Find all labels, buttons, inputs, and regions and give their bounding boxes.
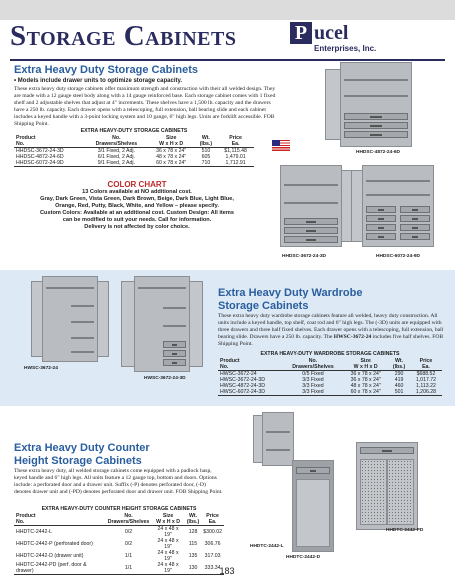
cabinet-drawer	[400, 215, 430, 222]
image-caption: HWSC-3672-24-3D	[144, 376, 186, 381]
table-header: Ea.	[410, 364, 442, 371]
table-cell: 419	[394, 377, 404, 383]
table-cell: HWSC-3672-24	[220, 371, 257, 377]
section2-table	[218, 351, 442, 396]
table-header: Drawers/Shelves	[283, 364, 343, 371]
brand-logo-mark: P	[290, 22, 312, 44]
table-cell: HHDTC-2442-L	[16, 529, 53, 535]
table-cell: HHDSC-3672-24-3D	[16, 148, 64, 154]
table-cell: 3/3 Fixed	[302, 383, 324, 389]
cabinet-image-6d	[340, 62, 412, 147]
section3-heading-line1: Extra Heavy Duty Counter	[14, 442, 150, 454]
cabinet-drawer	[400, 206, 430, 213]
color-chart-line: Delivery is not affected by color choice.	[84, 224, 190, 230]
section3-heading	[14, 442, 224, 468]
section1-table-caption: EXTRA HEAVY-DUTY STORAGE CABINETS	[80, 128, 188, 134]
section1-table-wrap	[14, 128, 254, 167]
table-cell: 115	[188, 541, 198, 547]
color-chart-line: Orange, Red, Putty, Black, White, and Yellow – please specify.	[55, 203, 219, 209]
cabinet-drawer	[344, 113, 408, 120]
table-cell: 9/1 Fixed, 2 Adj.	[85, 160, 148, 167]
header-rule	[10, 59, 445, 61]
table-cell: 501	[388, 389, 410, 396]
section3-table	[14, 506, 224, 575]
section1-table	[14, 128, 254, 167]
section2-table-wrap	[218, 351, 442, 396]
cabinet-shelf	[71, 305, 94, 307]
table-header: Product	[16, 513, 36, 519]
cabinet-shelf	[284, 184, 338, 186]
table-row	[14, 538, 224, 550]
table-cell: 36 x 78 x 24"	[350, 377, 381, 383]
table-cell: 1,113.22	[416, 383, 436, 389]
table-cell: HHDSC-4872-24-6D	[16, 154, 64, 160]
table-header: No.	[124, 513, 133, 519]
brand-subtitle: Enterprises, Inc.	[314, 44, 377, 53]
table-cell: HWSC-3672-24-3D	[220, 377, 265, 383]
brand-logo	[290, 20, 440, 56]
table-header: Wt.	[395, 358, 404, 364]
table-header: No.	[112, 135, 121, 141]
cabinet-door	[31, 281, 43, 357]
section3-table-caption: EXTRA HEAVY-DUTY COUNTER HEIGHT STORAGE CABINETS	[41, 506, 197, 512]
table-cell: 3/3 Fixed	[302, 377, 324, 383]
cabinet-drawer	[163, 359, 186, 366]
cabinet-shelf	[71, 321, 94, 323]
table-cell: 48 x 78 x 24"	[156, 154, 187, 160]
image-caption: HHDSC-3672-24-3D	[282, 254, 326, 259]
table-header: Ea.	[217, 141, 254, 148]
color-chart	[14, 180, 260, 231]
table-header: Drawers/Shelves	[85, 141, 148, 148]
table-cell: 3/3 Fixed	[283, 389, 343, 396]
cabinet-drawer	[400, 233, 430, 240]
cabinet-drawer	[284, 236, 338, 243]
color-chart-line: Custom Colors: Available at an additional cost. Custom Design: All items	[40, 210, 234, 216]
section3-table-wrap	[14, 506, 224, 575]
page-title: Storage Cabinets	[10, 20, 237, 52]
cabinet-drawer	[344, 131, 408, 138]
cabinet-shelf	[366, 180, 430, 182]
table-cell: 24 x 48 x 19"	[151, 562, 185, 575]
section2-table-caption: EXTRA HEAVY-DUTY WARDROBE STORAGE CABINETS	[260, 351, 400, 357]
table-cell: 0/2	[124, 529, 133, 535]
wardrobe-image-b	[134, 276, 190, 372]
image-caption: HHDTC-2442-L	[250, 544, 284, 549]
table-cell: 48 x 78 x 24"	[350, 383, 381, 389]
perforated-door	[387, 459, 414, 525]
cabinet-image-9d	[362, 165, 434, 247]
table-cell: 1,206.28	[410, 389, 442, 396]
cabinet-door	[97, 281, 109, 357]
usa-flag-icon	[272, 140, 290, 151]
table-cell: 36 x 78 x 24"	[350, 371, 381, 377]
section1-heading: Extra Heavy Duty Storage Cabinets	[14, 64, 199, 76]
cabinet-shelf	[71, 337, 94, 339]
cabinet-drawer	[366, 224, 396, 231]
cabinet-drawer	[366, 206, 396, 213]
table-header: Wt.	[188, 513, 198, 519]
table-header: Product	[220, 358, 240, 364]
table-header: Size	[165, 135, 177, 141]
cabinet-shelf	[284, 202, 338, 204]
table-cell: $688.52	[416, 371, 436, 377]
counter-cabinet-image-d	[292, 460, 334, 552]
table-cell: 290	[394, 371, 404, 377]
section2-heading	[218, 287, 448, 313]
table-cell: 60 x 78 x 24"	[343, 389, 388, 396]
table-row	[14, 526, 224, 539]
table-cell: $1,115.48	[224, 148, 247, 154]
cabinet-door	[325, 69, 341, 140]
table-cell: 333.34	[201, 562, 224, 575]
cabinet-drawer	[366, 233, 396, 240]
cabinet-shelf	[266, 449, 290, 451]
table-cell: 24 x 48 x 19"	[157, 526, 179, 538]
section1-bullet-text: Models include drawer units to optimize storage capacity.	[17, 78, 183, 84]
counter-cabinet-image-l	[262, 412, 294, 466]
table-header: (lbs.)	[388, 364, 410, 371]
cabinet-image-3d	[280, 165, 342, 247]
cabinet-drawer	[163, 350, 186, 357]
cabinet-shelf	[163, 307, 186, 309]
cabinet-drawer	[284, 218, 338, 225]
cabinet-shelf	[138, 287, 186, 289]
table-header: No.	[14, 519, 106, 526]
section2-body-end: includes five half shelves. FOB Shipping Point.	[218, 334, 444, 347]
table-row	[14, 160, 254, 167]
table-cell: 3/1 Fixed, 2 Adj.	[97, 148, 135, 154]
image-caption: HHDTC-2442-PD	[386, 528, 424, 533]
cabinet-drawer	[163, 341, 186, 348]
cabinet-drawer	[296, 467, 330, 474]
table-cell: 128	[188, 529, 198, 535]
table-cell: $300.02	[203, 529, 222, 535]
table-header: Size	[360, 358, 371, 364]
table-cell: 1,017.72	[415, 377, 437, 383]
image-caption: HHDTC-2442-D	[286, 555, 321, 560]
table-cell: 24 x 48 x 19"	[157, 550, 179, 562]
table-cell: 1/1	[124, 553, 133, 559]
table-cell: 1,712.91	[217, 160, 254, 167]
table-row	[14, 550, 224, 562]
table-cell: 460	[394, 383, 404, 389]
wardrobe-image-a	[42, 276, 98, 362]
section3-heading-line2: Height Storage Cabinets	[14, 455, 142, 467]
table-row	[218, 389, 442, 396]
table-cell: 24 x 48 x 19"	[157, 538, 179, 550]
counter-cabinet-image-pd	[356, 442, 418, 530]
table-cell: 0/2	[124, 541, 133, 547]
table-header: W x H x D	[343, 364, 388, 371]
section2-body-text: These extra heavy duty wardrobe storage cabinets feature all welded, heavy duty construction. All units include a keyed handle, top shelf, coat rod and 6" high legs. The (-3D) units are equipped with three drawers and three half fixed shelves. Each drawer opens with a telescoping, full extension, ball bearing slide. Drawers have a 250 lb. capacity. The	[218, 313, 444, 340]
page-number: 183	[219, 566, 235, 576]
brand-name: ucel	[314, 22, 349, 44]
table-header: Price	[206, 513, 219, 519]
table-cell: HWSC-6072-24-3D	[218, 389, 283, 396]
table-header: Product	[16, 135, 36, 141]
top-bar	[0, 0, 455, 20]
section2-heading-line1: Extra Heavy Duty Wardrobe	[218, 287, 363, 299]
color-chart-line: Gray, Dark Green, Vista Green, Dark Brown, Beige, Dark Blue, Light Blue,	[40, 196, 234, 202]
color-chart-line: can be modified to suit your needs. Call for information.	[62, 217, 212, 223]
table-header: No.	[14, 141, 85, 148]
cabinet-shelf	[344, 79, 408, 81]
section1-body: These extra heavy duty storage cabinets offer maximum strength and construction with their all welded design. They are made with a 12 gauge steel body along with a 14 gauge reinforced base. Each storage cabinet comes with 1 fixed shelf and 2 adjustable shelves that adjust at 4" increments. These shelves have a 1,500 lb. capacity and the drawers have a 250 lb. capacity. Each drawer opens with a telescoping, full extension, ball bearing slide and each cabinet includes a keyed handle with a 3-point locking system and 10 gauge, 6" high legs. Units are forklift accessible. FOB Shipping Point.	[14, 86, 276, 127]
table-header: W x H x D	[148, 141, 195, 148]
table-header: No.	[308, 358, 318, 364]
table-cell: HHDTC-2442-D (drawer unit)	[16, 553, 84, 559]
perforated-door	[360, 459, 387, 525]
table-cell: HHDSC-6072-24-9D	[14, 160, 85, 167]
table-cell: 605	[201, 154, 211, 160]
table-cell: 130	[185, 562, 201, 575]
table-cell: HHDTC-2442-P (perforated door)	[16, 541, 93, 547]
table-header: Size	[162, 513, 174, 519]
image-caption: HHDSC-4872-24-6D	[356, 150, 400, 155]
image-caption: HHDSC-6072-24-9D	[376, 254, 420, 259]
image-caption: HWSC-3672-24	[24, 366, 58, 371]
table-row	[14, 562, 224, 575]
table-cell: 510	[201, 148, 211, 154]
table-cell: 317.03	[204, 553, 221, 559]
cabinet-shelf	[344, 95, 408, 97]
cabinet-drawer	[366, 215, 396, 222]
cabinet-door	[189, 281, 203, 367]
cabinet-drawer	[284, 227, 338, 234]
section3-body: These extra heavy duty, all welded storage cabinets come equipped with a padlock hasp, keyed handle and 6" high legs. All units feature a 12 gauge top, bottom and doors. Options include: a perforated door and a drawer unit. Suffix (-P) denotes perforated door, (-D) denotes drawer unit and (-PD) denotes perforated door and drawer unit. FOB Shipping Point.	[14, 468, 223, 495]
cabinet-shelf	[71, 351, 94, 353]
cabinet-door	[253, 415, 263, 463]
section2-body	[218, 313, 446, 348]
cabinet-shelf	[366, 194, 430, 196]
table-cell: 306.76	[204, 541, 221, 547]
color-chart-title: COLOR CHART	[107, 180, 167, 189]
table-cell: 1/1	[106, 562, 152, 575]
cabinet-drawer	[344, 122, 408, 129]
cabinet-shelf	[266, 431, 290, 433]
table-header: Price	[229, 135, 242, 141]
table-header: W x H x D	[151, 519, 185, 526]
cabinet-door	[121, 281, 135, 367]
cabinet-door	[296, 479, 330, 547]
cabinet-shelf	[163, 325, 186, 327]
table-cell: 710	[195, 160, 218, 167]
table-cell: 1,479.01	[225, 154, 246, 160]
cabinet-door	[351, 170, 363, 242]
table-header: Ea.	[201, 519, 224, 526]
table-header: (lbs.)	[195, 141, 218, 148]
table-cell: 0/5 Fixed	[302, 371, 324, 377]
table-cell: HWSC-4872-24-3D	[220, 383, 265, 389]
table-header: Drawers/Shelves	[107, 519, 150, 525]
section1-bullet: • Models include drawer units to optimize storage capacity.	[14, 78, 183, 84]
table-cell: 36 x 78 x 24"	[156, 148, 187, 154]
table-header: Wt.	[201, 135, 210, 141]
table-header: Price	[419, 358, 433, 364]
color-chart-line: 13 Colors available at NO additional cost.	[82, 189, 192, 195]
section2-body-model: HWSC-3672-24	[333, 334, 372, 340]
table-cell: HHDTC-2442-PD (perf. door & drawer)	[14, 562, 106, 575]
cabinet-drawer	[400, 224, 430, 231]
table-header: No.	[218, 364, 283, 371]
table-cell: 6/1 Fixed, 2 Adj.	[97, 154, 135, 160]
cabinet-shelf	[46, 287, 94, 289]
table-cell: 60 x 78 x 24"	[148, 160, 195, 167]
section2-heading-line2: Storage Cabinets	[218, 300, 309, 312]
table-header: (lbs.)	[186, 519, 200, 525]
cabinet-drawer	[360, 447, 414, 454]
table-cell: 135	[188, 553, 198, 559]
